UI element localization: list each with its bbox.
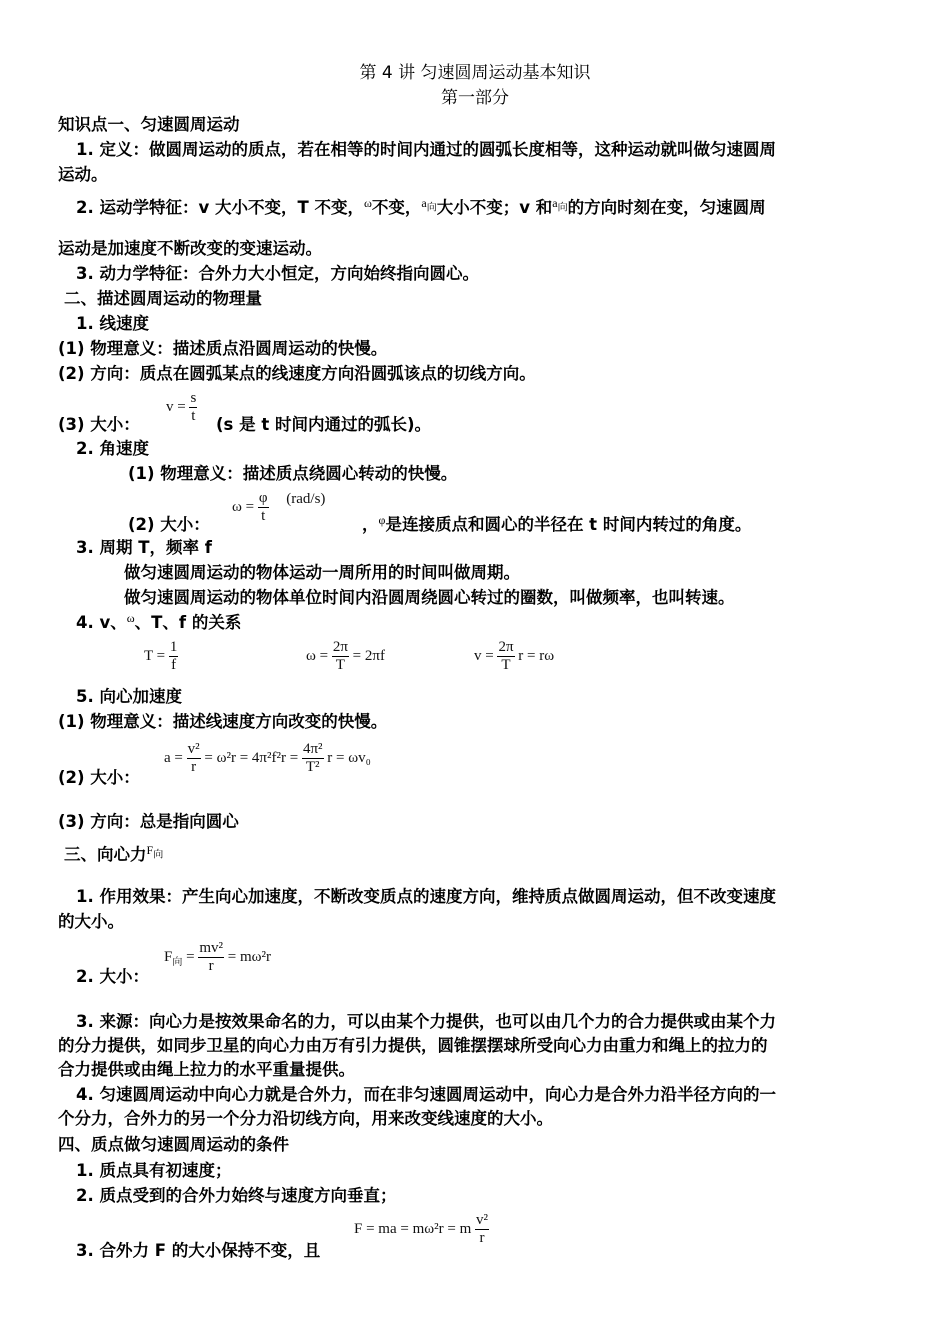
angular-note-text: 是连接质点和圆心的半径在 t 时间内转过的角度。 <box>385 515 752 534</box>
formula-lhs: T = <box>144 647 166 664</box>
linear-velocity-direction: (2) 方向：质点在圆弧某点的线速度方向沿圆弧该点的切线方向。 <box>58 364 536 383</box>
uniform-force-line-1: 4. 匀速圆周运动中向心力就是合外力，而在非匀速圆周运动中，向心力是合外力沿半径方向的一 <box>76 1085 776 1104</box>
centripetal-acceleration-size-label: (2) 大小： <box>58 768 140 787</box>
uniform-force-line-2: 个分力，合外力的另一个分力沿切线方向，用来改变线速度的大小。 <box>58 1109 553 1128</box>
angular-velocity-meaning: (1) 物理意义：描述质点绕圆心转动的快慢。 <box>128 464 458 483</box>
angular-velocity-heading: 2. 角速度 <box>76 439 149 458</box>
fraction <box>169 639 179 674</box>
period-definition: 做匀速圆周运动的物体运动一周所用的时间叫做周期。 <box>124 563 520 582</box>
angular-velocity-size-label: (2) 大小： <box>128 515 210 534</box>
numerator: v² <box>476 1212 488 1228</box>
numerator: mv² <box>199 940 223 956</box>
heading-text: 三、向心力 <box>64 845 147 864</box>
force-F: F <box>164 948 173 965</box>
force-symbol <box>146 843 164 861</box>
formula-lhs: a = <box>164 749 183 766</box>
effect-line-1: 1. 作用效果：产生向心加速度，不断改变质点的速度方向，维持质点做圆周运动，但不改变速度 <box>76 887 776 906</box>
accel-symbol <box>421 196 437 214</box>
page-subtitle: 第一部分 <box>441 88 509 108</box>
formula-period <box>144 639 178 674</box>
kinematics-line-2: 运动是加速度不断改变的变速运动。 <box>58 239 322 258</box>
kinematics-text-1: 不变， <box>371 198 422 217</box>
formula-rhs: r = rω <box>518 647 555 664</box>
formula-centripetal-acceleration <box>164 741 371 776</box>
relations-heading <box>76 612 241 635</box>
omega-symbol: ω <box>364 196 372 210</box>
denominator: r <box>479 1230 485 1246</box>
source-line-3: 合力提供或由绳上拉力的水平重量提供。 <box>58 1060 355 1079</box>
source-line-1: 3. 来源：向心力是按效果命名的力，可以由某个力提供，也可以由几个力的合力提供或由某个力 <box>76 1012 776 1031</box>
omega-symbol: ω <box>126 611 135 625</box>
numerator: φ <box>258 490 268 506</box>
relations-suffix: 、T、f 的关系 <box>134 613 242 632</box>
accel-sub: 向 <box>426 202 437 214</box>
denominator: t <box>191 408 196 424</box>
formula-rhs: = mω²r <box>227 948 271 965</box>
formula-lhs: F = ma = mω²r = m <box>354 1220 472 1237</box>
formula-velocity-relation <box>474 639 554 674</box>
kinematics-text-3: 的方向时刻在变，匀速圆周 <box>567 198 766 217</box>
denominator: t <box>261 508 266 524</box>
phi-symbol: φ <box>378 513 386 527</box>
numerator: s <box>190 390 197 406</box>
fraction <box>497 639 514 674</box>
formula-lhs: ω = <box>306 647 329 664</box>
formula-angular-velocity <box>232 490 325 525</box>
kinematics-prefix: 2. 运动学特征：v 大小不变，T 不变， <box>76 198 364 217</box>
condition-3: 3. 合外力 F 的大小保持不变，且 <box>76 1241 321 1260</box>
linear-velocity-meaning: (1) 物理意义：描述质点沿圆周运动的快慢。 <box>58 339 388 358</box>
relations-prefix: 4. v、 <box>76 613 127 632</box>
formula-rhs: = 2πf <box>352 647 385 664</box>
condition-1: 1. 质点具有初速度； <box>76 1161 232 1180</box>
kinematics-line-1 <box>76 197 766 225</box>
fraction-1 <box>187 741 201 776</box>
force-size-label: 2. 大小： <box>76 967 149 986</box>
period-frequency-heading: 3. 周期 T，频率 f <box>76 538 212 557</box>
section-heading-4: 四、质点做匀速圆周运动的条件 <box>58 1135 289 1154</box>
formula-lhs: ω = <box>232 498 255 515</box>
section-heading-3 <box>64 844 163 872</box>
separator: ， <box>362 515 379 534</box>
denominator: T² <box>305 759 320 775</box>
fraction-2 <box>302 741 324 776</box>
linear-velocity-heading: 1. 线速度 <box>76 314 149 333</box>
fraction <box>198 940 224 975</box>
fraction <box>258 490 269 525</box>
condition-2: 2. 质点受到的合外力始终与速度方向垂直； <box>76 1186 397 1205</box>
source-line-2: 的分力提供，如同步卫星的向心力由万有引力提供，圆锥摆摆球所受向心力由重力和绳上的拉力的 <box>58 1036 768 1055</box>
force-F: F <box>146 843 154 857</box>
formula-centripetal-force <box>164 940 271 975</box>
denominator: r <box>191 759 197 775</box>
denominator: T <box>501 657 511 673</box>
angular-velocity-size-note <box>362 514 751 537</box>
effect-line-2: 的大小。 <box>58 912 124 931</box>
page-title: 第 4 讲 匀速圆周运动基本知识 <box>359 63 591 83</box>
fraction <box>332 639 349 674</box>
frequency-definition: 做匀速圆周运动的物体单位时间内沿圆周绕圆心转过的圈数，叫做频率，也叫转速。 <box>124 588 735 607</box>
equals: = <box>186 948 195 965</box>
numerator: 4π² <box>302 741 323 757</box>
section-heading-1: 知识点一、匀速圆周运动 <box>58 115 240 134</box>
numerator: 2π <box>498 639 514 655</box>
numerator: 2π <box>332 639 348 655</box>
kinematics-text-2: 大小不变；v 和 <box>436 198 553 217</box>
force-sub: 向 <box>153 849 164 861</box>
centripetal-acceleration-meaning: (1) 物理意义：描述线速度方向改变的快慢。 <box>58 712 388 731</box>
denominator: f <box>171 657 177 673</box>
formula-middle: = ω²r = 4π²f²r = <box>204 749 299 766</box>
force-lhs <box>164 948 183 968</box>
formula-rhs: r = ωv₀ <box>327 749 371 766</box>
fraction <box>189 390 197 425</box>
accel-a-2: a <box>552 196 558 210</box>
numerator: 1 <box>169 639 178 655</box>
force-sub: 向 <box>172 956 183 968</box>
formula-omega-relation <box>306 639 385 674</box>
fraction <box>475 1212 489 1247</box>
formula-lhs: v = <box>474 647 494 664</box>
formula-condition-force <box>354 1212 489 1247</box>
definition-line-1: 1. 定义：做圆周运动的质点，若在相等的时间内通过的圆弧长度相等，这种运动就叫做匀速圆周 <box>76 140 776 159</box>
denominator: T <box>335 657 345 673</box>
accel-a: a <box>421 196 427 210</box>
linear-velocity-size-label: (3) 大小： <box>58 415 140 434</box>
denominator: r <box>208 958 214 974</box>
definition-line-2: 运动。 <box>58 165 108 184</box>
formula-lhs: v = <box>166 398 186 415</box>
dynamics-line: 3. 动力学特征：合外力大小恒定，方向始终指向圆心。 <box>76 264 479 283</box>
linear-velocity-size-note: (s 是 t 时间内通过的弧长)。 <box>216 415 432 434</box>
centripetal-acceleration-direction: (3) 方向：总是指向圆心 <box>58 812 239 831</box>
accel-sub-2: 向 <box>557 202 568 214</box>
numerator: v² <box>187 741 200 757</box>
formula-unit: (rad/s) <box>286 490 326 507</box>
formula-linear-velocity <box>166 390 197 425</box>
section-heading-2: 二、描述圆周运动的物理量 <box>64 289 262 308</box>
accel-symbol-2 <box>552 196 568 214</box>
centripetal-acceleration-heading: 5. 向心加速度 <box>76 687 182 706</box>
